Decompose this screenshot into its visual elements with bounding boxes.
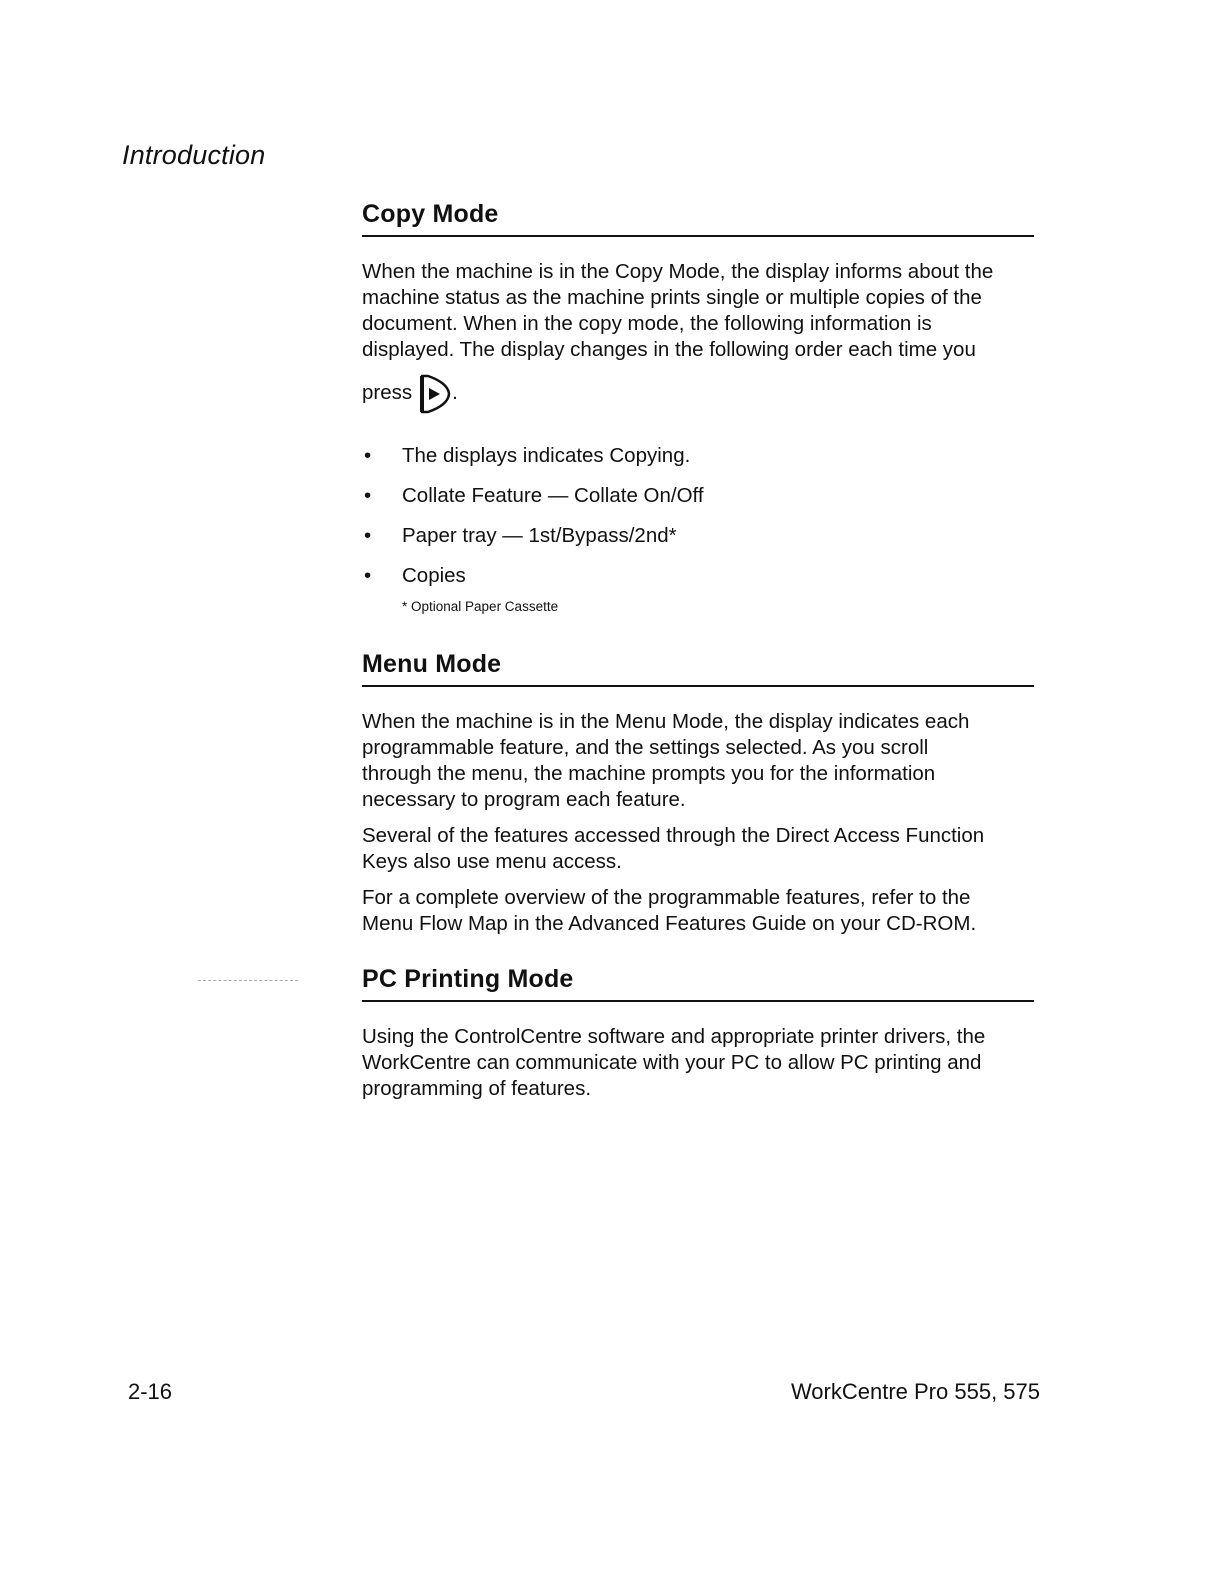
paragraph-line: through the menu, the machine prompts you for the information bbox=[362, 762, 936, 785]
bullet-symbol: • bbox=[364, 564, 372, 587]
list-item bbox=[362, 443, 1034, 469]
press-period: . bbox=[452, 381, 458, 404]
paragraph-line: When the machine is in the Copy Mode, the display informs about the bbox=[362, 260, 994, 283]
page-number: 2-16 bbox=[128, 1379, 173, 1404]
paragraph-line: Keys also use menu access. bbox=[362, 850, 622, 873]
paragraph-line: WorkCentre can communicate with your PC to allow PC printing and bbox=[362, 1051, 982, 1074]
footer-product-name: WorkCentre Pro 555, 575 bbox=[790, 1379, 1040, 1404]
paragraph-line: Several of the features accessed through the Direct Access Function bbox=[362, 824, 985, 847]
copy-mode-heading: Copy Mode bbox=[362, 200, 1034, 237]
running-header-title: Introduction bbox=[122, 140, 266, 170]
paragraph-line: Menu Flow Map in the Advanced Features Guide on your CD-ROM. bbox=[362, 912, 977, 935]
menu-mode-section bbox=[362, 650, 1034, 937]
paragraph-line: necessary to program each feature. bbox=[362, 788, 686, 811]
bullet-symbol: • bbox=[364, 444, 372, 467]
list-item-text: Copies bbox=[402, 564, 466, 587]
bullet-symbol: • bbox=[364, 524, 372, 547]
menu-mode-heading: Menu Mode bbox=[362, 650, 1034, 687]
press-word: press bbox=[362, 381, 413, 404]
optional-cassette-footnote: * Optional Paper Cassette bbox=[402, 599, 559, 614]
paragraph-line: programmable feature, and the settings selected. As you scroll bbox=[362, 736, 929, 759]
copy-mode-section bbox=[362, 200, 1034, 614]
copy-mode-bullet-list bbox=[362, 443, 1034, 589]
start-key-icon bbox=[418, 373, 452, 415]
list-item bbox=[362, 483, 1034, 509]
margin-scan-marks bbox=[198, 980, 298, 981]
paragraph-line: For a complete overview of the programmable features, refer to the bbox=[362, 886, 971, 909]
paragraph-line: programming of features. bbox=[362, 1077, 592, 1100]
list-item bbox=[362, 523, 1034, 549]
paragraph-line: machine status as the machine prints single or multiple copies of the bbox=[362, 286, 982, 309]
pc-printing-mode-section bbox=[362, 965, 1034, 1102]
paragraph-line: document. When in the copy mode, the following information is bbox=[362, 312, 932, 335]
copy-mode-paragraph bbox=[362, 259, 1034, 363]
list-item-text: The displays indicates Copying. bbox=[402, 444, 691, 467]
paragraph-line: displayed. The display changes in the following order each time you bbox=[362, 338, 976, 361]
list-item bbox=[362, 563, 1034, 589]
menu-mode-paragraph-1 bbox=[362, 709, 1034, 813]
pc-printing-mode-heading: PC Printing Mode bbox=[362, 965, 1034, 1002]
paragraph-line: When the machine is in the Menu Mode, the display indicates each bbox=[362, 710, 970, 733]
paragraph-line: Using the ControlCentre software and appropriate printer drivers, the bbox=[362, 1025, 986, 1048]
bullet-symbol: • bbox=[364, 484, 372, 507]
press-instruction bbox=[362, 373, 1034, 419]
menu-mode-paragraph-2 bbox=[362, 823, 1034, 875]
list-item-text: Paper tray — 1st/Bypass/2nd* bbox=[402, 524, 677, 547]
list-item-text: Collate Feature — Collate On/Off bbox=[402, 484, 704, 507]
menu-mode-paragraph-3 bbox=[362, 885, 1034, 937]
pc-printing-mode-paragraph bbox=[362, 1024, 1034, 1102]
